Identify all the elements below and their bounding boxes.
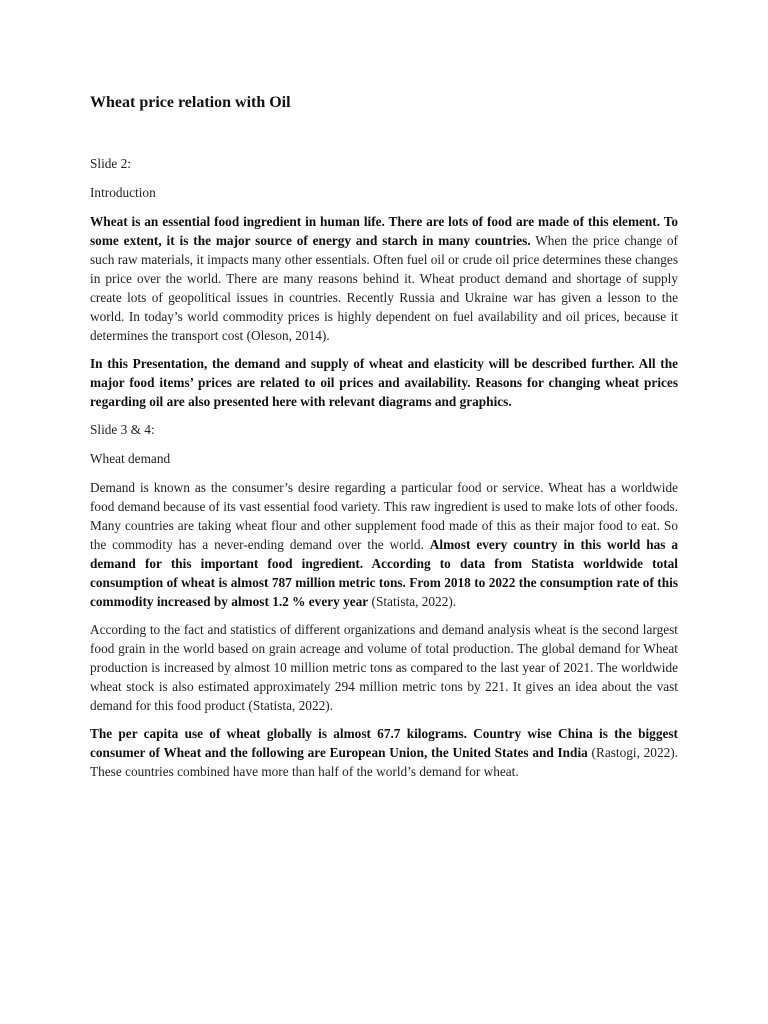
introduction-heading: Introduction	[90, 185, 156, 200]
demand-bold-text: Almost every country in this world has a demand for this important food ingredient. According to data from Statista worldwide total consumption of wheat is almost 787 million metric tons. From 2018 to 2022 the consumption rate of this commodity increased by almost 1.2 % every year	[90, 537, 678, 609]
introduction-bold-text: Wheat is an essential food ingredient in human life. There are lots of food are made of this element. To some extent, it is the major source of energy and starch in many countries.	[90, 214, 678, 248]
introduction-body-text: When the price change of such raw materials, it impacts many other essentials. Often fuel oil or crude oil price determines these changes in price over the world. There are many reasons behind it. Wheat product demand and shortage of supply create lots of geopolitical issues in countries. Recently Russia and Ukraine war has given a lesson to the world. In today’s world commodity prices is highly dependent on fuel availability and oil prices, because it determines the transport cost (Oleson, 2014).	[90, 233, 678, 343]
presentation-paragraph: In this Presentation, the demand and supply of wheat and elasticity will be described further. All the major food items’ prices are related to oil prices and availability. Reasons for changing wheat prices regarding oil are also presented here with relevant diagrams and graphics.	[90, 356, 678, 409]
introduction-paragraph	[90, 212, 678, 345]
demand-paragraph	[90, 478, 678, 611]
demand-citation: (Statista, 2022).	[368, 594, 457, 609]
slide-3-4-label: Slide 3 & 4:	[90, 422, 155, 437]
per-capita-bold-text: The per capita use of wheat globally is almost 67.7 kilograms. Country wise China is the biggest consumer of Wheat and the following are European Union, the United States and India	[90, 726, 678, 760]
document-title: Wheat price relation with Oil	[90, 94, 291, 111]
per-capita-paragraph	[90, 724, 678, 781]
slide-2-label: Slide 2:	[90, 156, 132, 171]
statistics-paragraph: According to the fact and statistics of different organizations and demand analysis wheat is the second largest food grain in the world based on grain acreage and volume of total production. The global demand for Wheat production is increased by almost 10 million metric tons as compared to the last year of 2021. The worldwide wheat stock is also estimated approximately 294 million metric tons by 221. It gives an idea about the vast demand for this food product (Statista, 2022).	[90, 622, 678, 713]
wheat-demand-heading: Wheat demand	[90, 451, 171, 466]
demand-body-text: Demand is known as the consumer’s desire regarding a particular food or service. Wheat has a worldwide food demand because of its vast essential food variety. This raw ingredient is used to make lots of other foods. Many countries are taking wheat flour and other supplement food made of this as their major food to eat. So the commodity has a never-ending demand over the world.	[90, 480, 678, 552]
per-capita-body-text: (Rastogi, 2022). These countries combined have more than half of the world’s demand for wheat.	[90, 745, 678, 779]
document-content	[90, 92, 678, 790]
